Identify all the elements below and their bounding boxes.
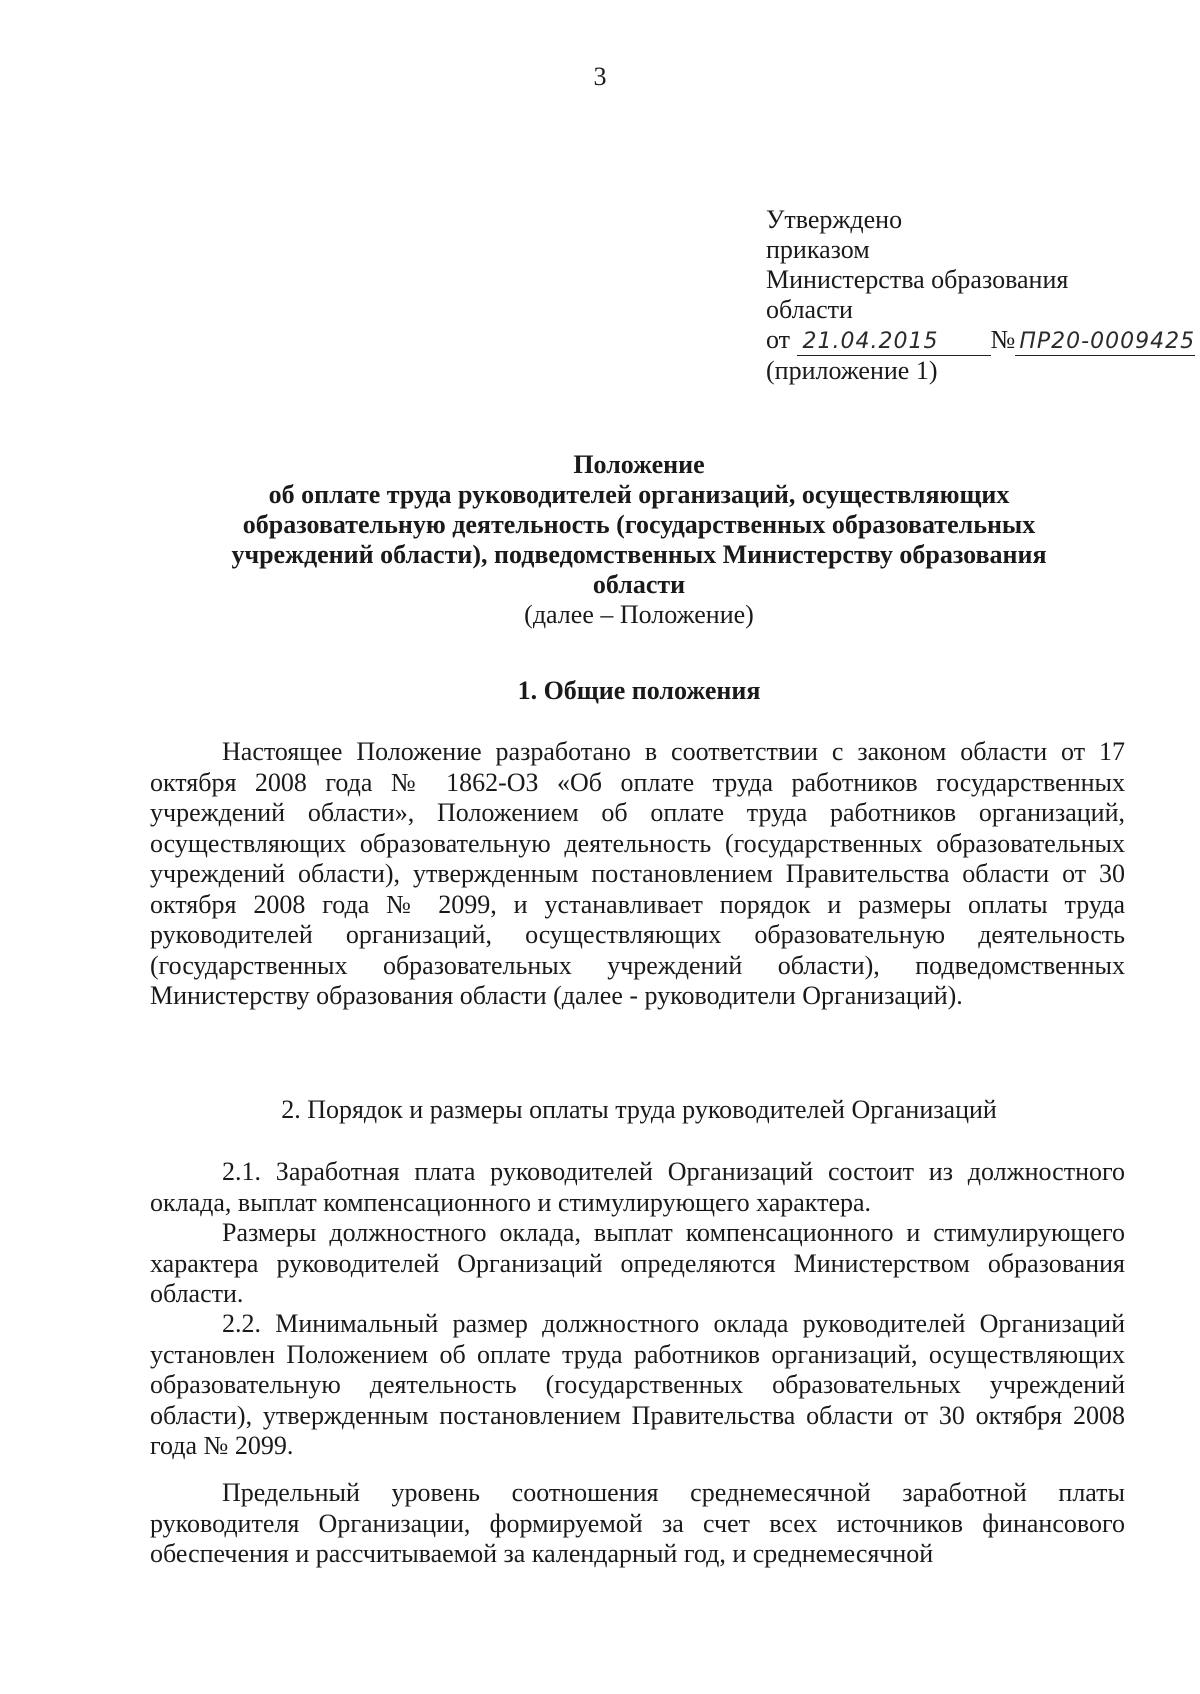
section-2-heading: 2. Порядок и размеры оплаты труда руководителей Организаций — [281, 1095, 997, 1124]
paragraph-2-1: 2.1. Заработная плата руководителей Организаций состоит из должностного оклада, выплат компенсационного и стимулирующего характера. — [150, 1157, 1125, 1217]
document-heading: Положение — [573, 450, 705, 479]
approval-line-2: приказом — [766, 235, 870, 264]
page-number: 3 — [593, 62, 607, 91]
handwritten-date: 21.04.2015 — [797, 329, 991, 356]
approval-stamp-block — [766, 205, 1196, 386]
date-prefix: от — [766, 325, 791, 354]
document-title-block — [150, 450, 1128, 630]
approval-line-3: Министерства образования — [766, 265, 1069, 294]
title-subtitle: (далее – Положение) — [524, 600, 754, 629]
approval-date-number-line — [766, 325, 1196, 356]
title-line-4: области — [592, 570, 686, 599]
approval-appendix: (приложение 1) — [766, 356, 938, 385]
paragraph-2-1-sizes: Размеры должностного оклада, выплат компенсационного и стимулирующего характера руководителей Организаций определяются Министерством образования области. — [150, 1218, 1125, 1308]
section-1-paragraph: Настоящее Положение разработано в соответствии с законом области от 17 октября 2008 года № 1862-ОЗ «Об оплате труда работников государственных учреждений области», Положением об оплате труда работников организаций, осуществляющих образовательную деятельность (государственных образовательных учреждений области), утвержденным постановлением Правительства области от 30 октября 2008 года № 2099, и устанавливает порядок и размеры оплаты труда руководителей организаций, осуществляющих образовательную деятельность (государственных образовательных учреждений области), подведомственных Министерству образования области (далее - руководители Организаций). — [150, 737, 1125, 1010]
approval-line-4: области — [766, 295, 853, 324]
handwritten-number: ПР20-0009425 — [1015, 329, 1195, 356]
number-prefix: № — [990, 325, 1016, 354]
approval-line-1: Утверждено — [766, 205, 903, 234]
section-1-heading: 1. Общие положения — [517, 676, 761, 705]
title-line-3: учреждений области), подведомственных Министерству образования — [231, 540, 1047, 569]
title-line-1: об оплате труда руководителей организаций, осуществляющих — [268, 480, 1010, 509]
title-line-2: образовательную деятельность (государственных образовательных — [242, 510, 1036, 539]
paragraph-2-2-limit: Предельный уровень соотношения среднемесячной заработной платы руководителя Организации, формируемой за счет всех источников финансового обеспечения и рассчитываемой за календарный год, и среднемесячной — [150, 1478, 1125, 1568]
paragraph-2-2: 2.2. Минимальный размер должностного оклада руководителей Организаций установлен Положением об оплате труда работников организаций, осуществляющих образовательную деятельность (государственных образовательных учреждений области), утвержденным постановлением Правительства области от 30 октября 2008 года № 2099. — [150, 1309, 1125, 1460]
